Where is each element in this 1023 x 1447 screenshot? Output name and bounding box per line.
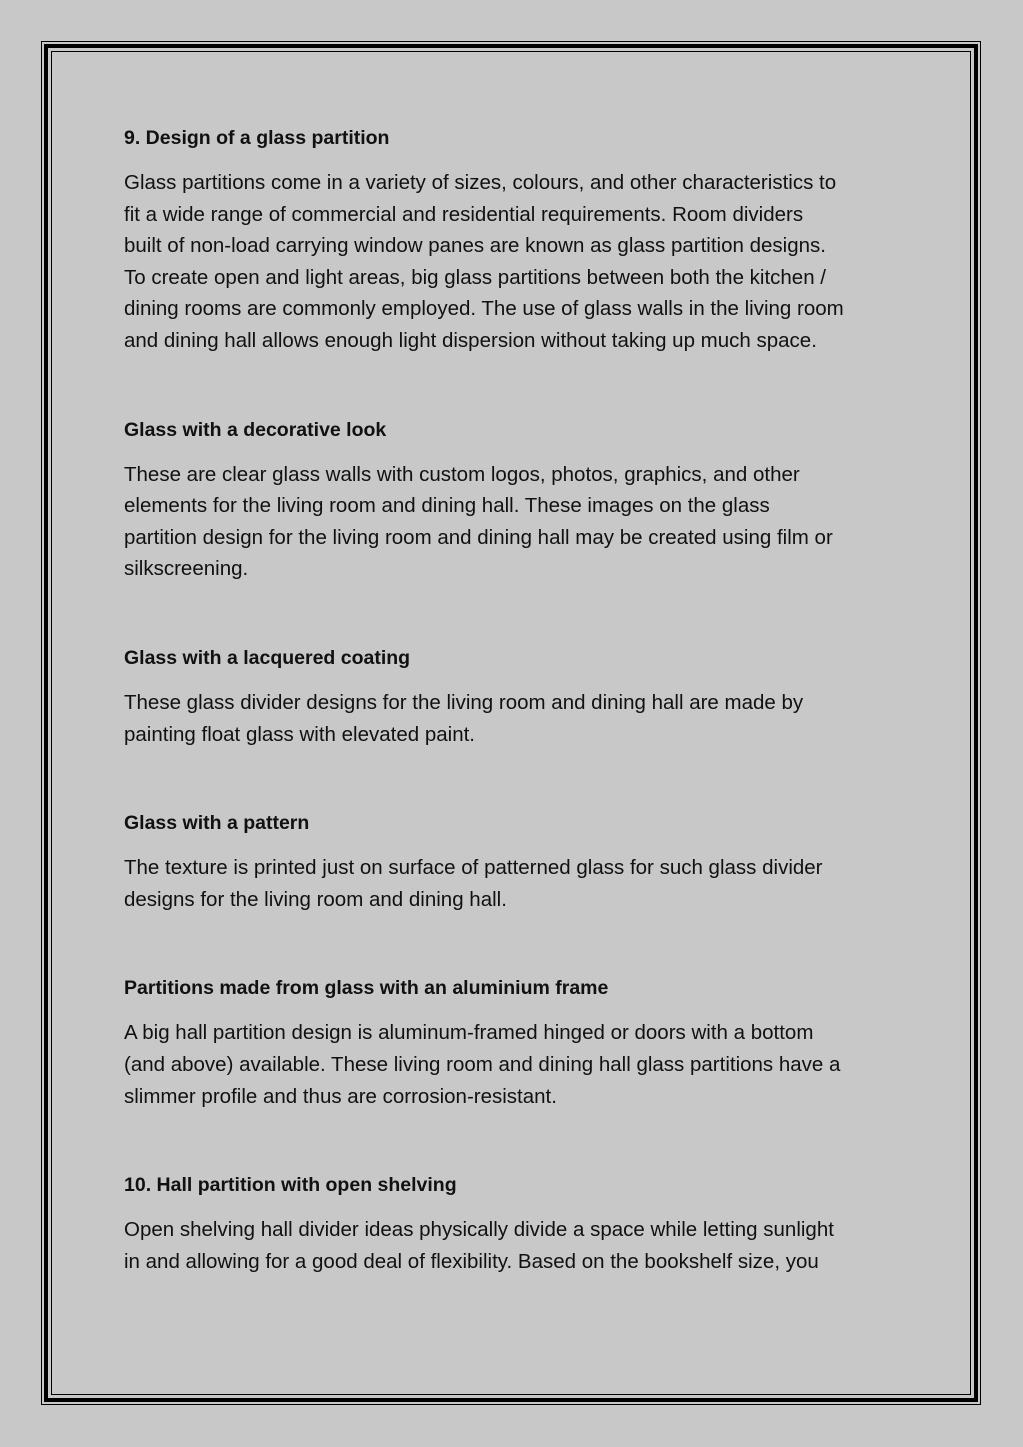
text-line: slimmer profile and thus are corrosion-resistant. [124,1084,557,1108]
section-paragraph [124,459,910,585]
section-glass-partition [124,123,910,357]
document-body [124,123,910,1277]
section-heading: Glass with a lacquered coating [124,646,411,669]
text-line: and dining hall allows enough light dispersion without taking up much space. [124,328,817,352]
text-line: Glass partitions come in a variety of sizes, colours, and other characteristics to [124,171,837,194]
text-line: built of non-load carrying window panes are known as glass partition designs. [124,234,826,258]
section-heading: Glass with a decorative look [124,418,387,441]
section-heading: Partitions made from glass with an aluminium frame [124,977,609,1000]
section-aluminium-frame [124,973,910,1112]
text-line: dining rooms are commonly employed. The use of glass walls in the living room [124,297,844,321]
text-line: (and above) available. These living room and dining hall glass partitions have a [124,1052,841,1076]
section-paragraph [124,1017,910,1112]
section-patterned-glass [124,808,910,915]
text-line: fit a wide range of commercial and residential requirements. Room dividers [124,202,804,226]
text-line: A big hall partition design is aluminum-framed hinged or doors with a bottom [124,1021,814,1045]
section-paragraph [124,852,910,915]
section-decorative-glass [124,415,910,585]
section-paragraph [124,1214,910,1277]
text-line: These are clear glass walls with custom logos, photos, graphics, and other [124,462,800,486]
section-heading: 9. Design of a glass partition [124,127,390,149]
section-paragraph [124,167,910,357]
text-line: The texture is printed just on surface of patterned glass for such glass divider [124,856,823,880]
text-line: partition design for the living room and dining hall may be created using film or [124,525,833,549]
text-line: in and allowing for a good deal of flexibility. Based on the bookshelf size, you [124,1249,819,1273]
section-open-shelving [124,1170,910,1277]
text-line: To create open and light areas, big glass partitions between both the kitchen / [124,265,827,289]
section-lacquered-glass [124,643,910,750]
text-line: silkscreening. [124,557,249,581]
text-line: Open shelving hall divider ideas physically divide a space while letting sunlight [124,1218,834,1242]
section-heading: Glass with a pattern [124,812,310,835]
text-line: designs for the living room and dining hall. [124,887,507,911]
text-line: These glass divider designs for the living room and dining hall are made by [124,690,804,714]
section-heading: 10. Hall partition with open shelving [124,1174,457,1197]
text-line: elements for the living room and dining hall. These images on the glass [124,494,770,518]
text-line: painting float glass with elevated paint. [124,722,476,746]
section-paragraph [124,687,910,750]
